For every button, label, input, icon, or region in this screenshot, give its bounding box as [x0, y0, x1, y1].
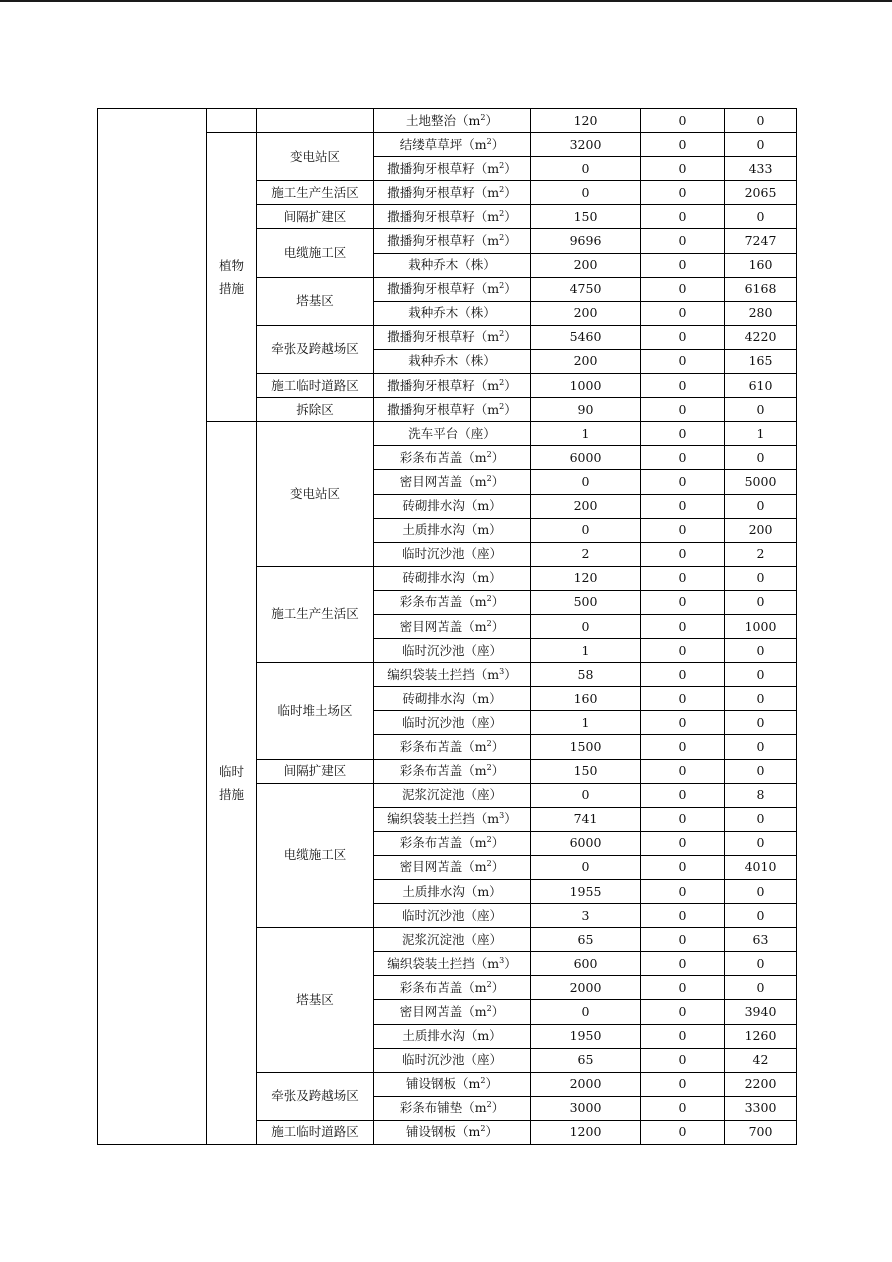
value-cell: 200 [531, 301, 641, 325]
value-cell: 0 [641, 1096, 725, 1120]
value-cell: 741 [531, 807, 641, 831]
measure-cell: 密目网苫盖$(m^2)$ [374, 855, 531, 879]
value-cell: 0 [641, 518, 725, 542]
value-cell: 1 [531, 711, 641, 735]
value-cell: 0 [725, 904, 797, 928]
zone-cell [257, 109, 374, 133]
measure-cell: 砖砌排水沟（m） [374, 566, 531, 590]
value-cell: 1 [531, 422, 641, 446]
zone-cell: 施工临时道路区 [257, 374, 374, 398]
value-cell: 0 [725, 639, 797, 663]
value-cell: 4750 [531, 277, 641, 301]
value-cell: 0 [641, 976, 725, 1000]
value-cell: 65 [531, 928, 641, 952]
value-cell: 0 [531, 157, 641, 181]
page-top-rule [0, 0, 892, 2]
value-cell: 0 [725, 494, 797, 518]
value-cell: 0 [725, 831, 797, 855]
value-cell: 0 [641, 590, 725, 614]
measure-cell: 临时沉沙池（座） [374, 542, 531, 566]
value-cell: 0 [641, 952, 725, 976]
value-cell: 120 [531, 566, 641, 590]
value-cell: 0 [641, 1000, 725, 1024]
value-cell: 3000 [531, 1096, 641, 1120]
zone-cell: 变电站区 [257, 422, 374, 567]
measure-cell: 撒播狗牙根草籽$(m^2)$ [374, 229, 531, 253]
measure-cell: 砖砌排水沟（m） [374, 687, 531, 711]
value-cell: 3200 [531, 133, 641, 157]
value-cell: 0 [641, 133, 725, 157]
value-cell: 0 [641, 157, 725, 181]
value-cell: 0 [531, 518, 641, 542]
value-cell: 150 [531, 205, 641, 229]
measure-cell: 土质排水沟（m） [374, 518, 531, 542]
measure-cell: 土质排水沟（m） [374, 880, 531, 904]
value-cell: 1955 [531, 880, 641, 904]
measure-cell: 临时沉沙池（座） [374, 639, 531, 663]
measure-cell: 彩条布苫盖$(m^2)$ [374, 735, 531, 759]
value-cell: 0 [531, 1000, 641, 1024]
value-cell: 200 [531, 494, 641, 518]
value-cell: 1000 [531, 374, 641, 398]
value-cell: 2065 [725, 181, 797, 205]
value-cell: 0 [725, 735, 797, 759]
value-cell: 0 [725, 880, 797, 904]
value-cell: 165 [725, 349, 797, 373]
measure-cell: 栽种乔木（株） [374, 253, 531, 277]
value-cell: 6168 [725, 277, 797, 301]
category-cell [207, 133, 257, 422]
value-cell: 1 [531, 639, 641, 663]
value-cell: 0 [641, 301, 725, 325]
value-cell: 433 [725, 157, 797, 181]
zone-cell: 间隔扩建区 [257, 205, 374, 229]
value-cell: 1 [725, 422, 797, 446]
value-cell: 3 [531, 904, 641, 928]
value-cell: 600 [531, 952, 641, 976]
value-cell: 0 [641, 422, 725, 446]
value-cell: 2200 [725, 1072, 797, 1096]
zone-cell: 间隔扩建区 [257, 759, 374, 783]
zone-cell: 变电站区 [257, 133, 374, 181]
measure-cell: 彩条布铺垫$(m^2)$ [374, 1096, 531, 1120]
measure-cell: 彩条布苫盖$(m^2)$ [374, 831, 531, 855]
value-cell: 0 [725, 205, 797, 229]
category-cell [207, 422, 257, 1145]
value-cell: 0 [641, 109, 725, 133]
value-cell: 0 [641, 880, 725, 904]
measure-cell: 编织袋装土拦挡$(m^3)$ [374, 663, 531, 687]
value-cell: 3300 [725, 1096, 797, 1120]
measure-cell: 撒播狗牙根草籽$(m^2)$ [374, 374, 531, 398]
measure-cell: 撒播狗牙根草籽$(m^2)$ [374, 205, 531, 229]
measure-cell: 撒播狗牙根草籽$(m^2)$ [374, 277, 531, 301]
value-cell: 0 [641, 1048, 725, 1072]
value-cell: 0 [641, 831, 725, 855]
value-cell: 0 [641, 928, 725, 952]
value-cell: 0 [641, 398, 725, 422]
value-cell: 0 [641, 494, 725, 518]
measure-cell: 彩条布苫盖$(m^2)$ [374, 590, 531, 614]
value-cell: 280 [725, 301, 797, 325]
value-cell: 0 [641, 1024, 725, 1048]
measure-cell: 铺设钢板$(m^2)$ [374, 1072, 531, 1096]
value-cell: 0 [641, 542, 725, 566]
value-cell: 0 [725, 663, 797, 687]
value-cell: 0 [725, 398, 797, 422]
value-cell: 0 [531, 614, 641, 638]
value-cell: 150 [531, 759, 641, 783]
value-cell: 1500 [531, 735, 641, 759]
value-cell: 200 [531, 349, 641, 373]
category-label: 临时措施 [218, 764, 244, 803]
measure-cell: 撒播狗牙根草籽$(m^2)$ [374, 398, 531, 422]
measure-cell: 临时沉沙池（座） [374, 711, 531, 735]
measure-cell: 彩条布苫盖$(m^2)$ [374, 976, 531, 1000]
value-cell: 0 [531, 855, 641, 879]
value-cell: 3940 [725, 1000, 797, 1024]
value-cell: 0 [725, 109, 797, 133]
table-row [98, 109, 797, 133]
value-cell: 0 [641, 1120, 725, 1144]
category-cell [207, 109, 257, 133]
zone-cell: 施工生产生活区 [257, 566, 374, 662]
value-cell: 0 [725, 133, 797, 157]
value-cell: 2000 [531, 1072, 641, 1096]
value-cell: 0 [641, 374, 725, 398]
measure-cell: 泥浆沉淀池（座） [374, 928, 531, 952]
value-cell: 0 [641, 349, 725, 373]
value-cell: 5460 [531, 325, 641, 349]
value-cell: 5000 [725, 470, 797, 494]
value-cell: 160 [531, 687, 641, 711]
value-cell: 0 [641, 277, 725, 301]
value-cell: 2000 [531, 976, 641, 1000]
value-cell: 0 [531, 783, 641, 807]
value-cell: 700 [725, 1120, 797, 1144]
measure-cell: 洗车平台（座） [374, 422, 531, 446]
measure-cell: 临时沉沙池（座） [374, 1048, 531, 1072]
value-cell: 1200 [531, 1120, 641, 1144]
value-cell: 4220 [725, 325, 797, 349]
value-cell: 0 [725, 952, 797, 976]
value-cell: 0 [725, 807, 797, 831]
value-cell: 8 [725, 783, 797, 807]
value-cell: 0 [641, 614, 725, 638]
value-cell: 0 [725, 976, 797, 1000]
value-cell: 0 [641, 229, 725, 253]
measure-cell: 土地整治$(m^2)$ [374, 109, 531, 133]
measure-cell: 临时沉沙池（座） [374, 904, 531, 928]
measure-cell: 栽种乔木（株） [374, 301, 531, 325]
value-cell: 0 [641, 759, 725, 783]
value-cell: 0 [641, 904, 725, 928]
value-cell: 0 [531, 470, 641, 494]
zone-cell: 牵张及跨越场区 [257, 325, 374, 373]
value-cell: 500 [531, 590, 641, 614]
measure-cell: 密目网苫盖$(m^2)$ [374, 1000, 531, 1024]
measure-cell: 彩条布苫盖$(m^2)$ [374, 446, 531, 470]
measure-cell: 密目网苫盖$(m^2)$ [374, 614, 531, 638]
zone-cell: 塔基区 [257, 277, 374, 325]
measure-cell: 撒播狗牙根草籽$(m^2)$ [374, 325, 531, 349]
value-cell: 0 [641, 325, 725, 349]
value-cell: 610 [725, 374, 797, 398]
value-cell: 0 [725, 687, 797, 711]
value-cell: 0 [725, 590, 797, 614]
value-cell: 200 [531, 253, 641, 277]
value-cell: 0 [725, 711, 797, 735]
value-cell: 0 [641, 663, 725, 687]
value-cell: 0 [641, 783, 725, 807]
value-cell: 0 [641, 687, 725, 711]
measure-cell: 编织袋装土拦挡$(m^3)$ [374, 952, 531, 976]
measure-cell: 密目网苫盖$(m^2)$ [374, 470, 531, 494]
value-cell: 0 [641, 855, 725, 879]
value-cell: 160 [725, 253, 797, 277]
value-cell: 63 [725, 928, 797, 952]
value-cell: 6000 [531, 446, 641, 470]
value-cell: 0 [641, 735, 725, 759]
zone-cell: 施工生产生活区 [257, 181, 374, 205]
value-cell: 0 [641, 566, 725, 590]
value-cell: 1000 [725, 614, 797, 638]
measure-cell: 撒播狗牙根草籽$(m^2)$ [374, 157, 531, 181]
category-label: 植物措施 [218, 258, 244, 297]
value-cell: 0 [641, 470, 725, 494]
measure-cell: 砖砌排水沟（m） [374, 494, 531, 518]
zone-cell: 塔基区 [257, 928, 374, 1073]
measure-cell: 撒播狗牙根草籽$(m^2)$ [374, 181, 531, 205]
value-cell: 6000 [531, 831, 641, 855]
value-cell: 0 [641, 205, 725, 229]
value-cell: 120 [531, 109, 641, 133]
measures-table [97, 108, 797, 1145]
value-cell: 0 [725, 759, 797, 783]
zone-cell: 施工临时道路区 [257, 1120, 374, 1144]
value-cell: 42 [725, 1048, 797, 1072]
value-cell: 200 [725, 518, 797, 542]
value-cell: 4010 [725, 855, 797, 879]
zone-cell: 拆除区 [257, 398, 374, 422]
measure-cell: 栽种乔木（株） [374, 349, 531, 373]
value-cell: 0 [641, 1072, 725, 1096]
value-cell: 2 [531, 542, 641, 566]
zone-cell: 电缆施工区 [257, 783, 374, 928]
measure-cell: 铺设钢板$(m^2)$ [374, 1120, 531, 1144]
value-cell: 0 [725, 446, 797, 470]
project-cell [98, 109, 207, 1145]
value-cell: 2 [725, 542, 797, 566]
measure-cell: 土质排水沟（m） [374, 1024, 531, 1048]
value-cell: 0 [641, 711, 725, 735]
value-cell: 1260 [725, 1024, 797, 1048]
value-cell: 1950 [531, 1024, 641, 1048]
value-cell: 0 [531, 181, 641, 205]
value-cell: 65 [531, 1048, 641, 1072]
value-cell: 0 [641, 807, 725, 831]
value-cell: 0 [641, 181, 725, 205]
value-cell: 58 [531, 663, 641, 687]
value-cell: 90 [531, 398, 641, 422]
value-cell: 9696 [531, 229, 641, 253]
value-cell: 7247 [725, 229, 797, 253]
value-cell: 0 [641, 253, 725, 277]
zone-cell: 临时堆土场区 [257, 663, 374, 759]
measure-cell: 结缕草草坪$(m^2)$ [374, 133, 531, 157]
measure-cell: 编织袋装土拦挡$(m^3)$ [374, 807, 531, 831]
measure-cell: 彩条布苫盖$(m^2)$ [374, 759, 531, 783]
zone-cell: 牵张及跨越场区 [257, 1072, 374, 1120]
value-cell: 0 [641, 446, 725, 470]
value-cell: 0 [641, 639, 725, 663]
value-cell: 0 [725, 566, 797, 590]
measure-cell: 泥浆沉淀池（座） [374, 783, 531, 807]
zone-cell: 电缆施工区 [257, 229, 374, 277]
